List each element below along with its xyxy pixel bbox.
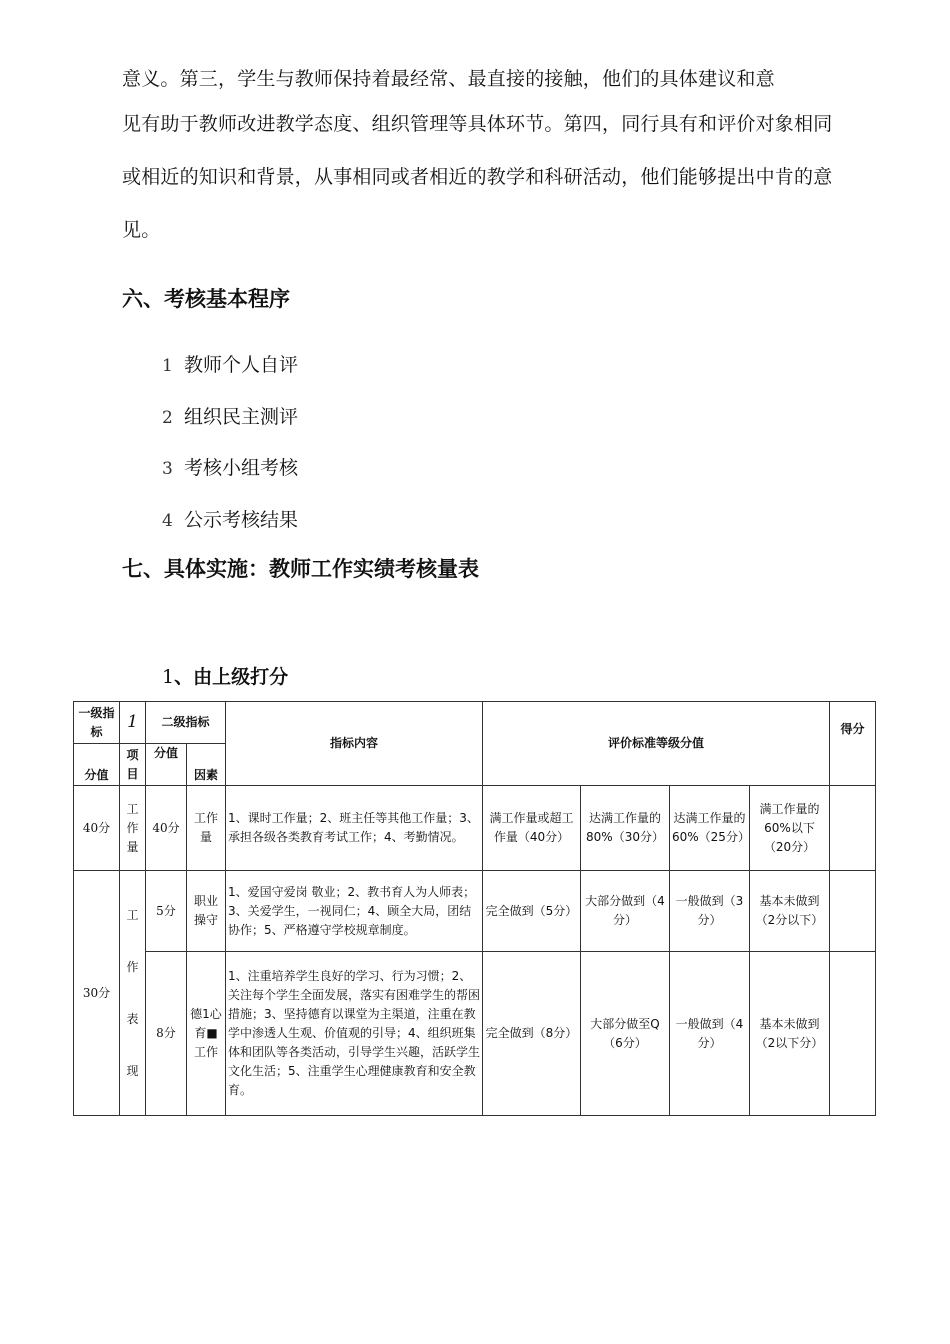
- row3-grade-d: 基本未做到（2以下分）: [750, 952, 830, 1116]
- header-factor: 因素: [187, 744, 226, 786]
- step-text: 公示考核结果: [184, 509, 299, 531]
- row3-grade-b: 大部分做至Q（6分）: [581, 952, 670, 1116]
- step-1: [162, 350, 298, 377]
- row3-grade-c: 一般做到（4分）: [670, 952, 750, 1116]
- step-number: 2: [162, 408, 173, 428]
- row2-grade-c: 一般做到（3分）: [670, 871, 750, 952]
- step-number: 1: [162, 356, 173, 376]
- header-standard: 评价标准等级分值: [483, 702, 830, 786]
- section-7-heading: 七、具体实施：教师工作实绩考核量表: [122, 557, 479, 581]
- subsection-text: 、由上级打分: [174, 666, 289, 688]
- row2-score: [830, 871, 876, 952]
- row1-content: 1、课时工作量；2、班主任等其他工作量；3、承担各级各类教育考试工作；4、考勤情况。: [226, 786, 483, 871]
- row1-grade-d: 满工作量的60%以下（20分）: [750, 786, 830, 871]
- header-content: 指标内容: [226, 702, 483, 786]
- row2-grade-d: 基本未做到（2分以下）: [750, 871, 830, 952]
- row3-score: [830, 952, 876, 1116]
- step-number: 3: [162, 459, 173, 479]
- row1-score: [830, 786, 876, 871]
- header-item: 项目: [120, 744, 146, 786]
- row3-factor: 德1心育■工作: [187, 952, 226, 1116]
- row1-grade-b: 达满工作量的80%（30分）: [581, 786, 670, 871]
- row2-factor: 职业操守: [187, 871, 226, 952]
- row2-grade-b: 大部分做到（4分）: [581, 871, 670, 952]
- row3-grade-a: 完全做到（8分）: [483, 952, 581, 1116]
- row1-item: 工作量: [120, 786, 146, 871]
- paragraph-line-1: 意义。第三，学生与教师保持着最经常、最直接的接触，他们的具体建议和意: [122, 68, 775, 90]
- row3-content: 1、注重培养学生良好的学习、行为习惯；2、关注每个学生全面发展，落实有困难学生的帮困措施；3、坚持德育以课堂为主渠道，注重在教学中渗透人生观、价值观的引导；4、组织班集体和团队等各类活动，引导学生兴趣，活跃学生文化生活；5、注重学生心理健康教育和安全教育。: [226, 952, 483, 1116]
- subsection-heading: [162, 662, 288, 689]
- header-score: 得分: [830, 702, 876, 786]
- row2-level1-score: 30分: [74, 871, 120, 1116]
- row1-factor: 工作量: [187, 786, 226, 871]
- step-4: [162, 505, 298, 532]
- row2-level2-score: 5分: [146, 871, 187, 952]
- paragraph-line-3: 或相近的知识和背景，从事相同或者相近的教学和科研活动，他们能够提出中肯的意: [122, 166, 833, 188]
- row1-level2-score: 40分: [146, 786, 187, 871]
- step-text: 教师个人自评: [184, 354, 299, 376]
- section-6-heading: 六、考核基本程序: [122, 287, 290, 311]
- step-text: 组织民主测评: [184, 406, 299, 428]
- paragraph-line-4: 见。: [122, 219, 161, 241]
- row2-item: 工作表现: [120, 871, 146, 1116]
- header-mark: 1: [120, 702, 146, 744]
- step-text: 考核小组考核: [184, 457, 299, 479]
- paragraph-line-2: 见有助于教师改进教学态度、组织管理等具体环节。第四，同行具有和评价对象相同: [122, 113, 833, 135]
- step-number: 4: [162, 511, 173, 531]
- row1-grade-c: 达满工作量的60%（25分）: [670, 786, 750, 871]
- row2-content: 1、爱国守爱岗 敬业；2、教书育人为人师表；3、关爱学生，一视同仁；4、顾全大局，团结协作；5、严格遵守学校规章制度。: [226, 871, 483, 952]
- step-3: [162, 453, 298, 480]
- header-level1-score: 分值: [74, 744, 120, 786]
- row2-grade-a: 完全做到（5分）: [483, 871, 581, 952]
- subsection-number: 1: [162, 666, 175, 688]
- row1-level1-score: 40分: [74, 786, 120, 871]
- row1-grade-a: 满工作量或超工作量（40分）: [483, 786, 581, 871]
- header-level2-score: 分值: [146, 744, 187, 786]
- row3-level2-score: 8分: [146, 952, 187, 1116]
- assessment-table: [73, 701, 876, 1116]
- step-2: [162, 402, 298, 429]
- header-level2: 二级指标: [146, 702, 226, 744]
- header-level1: 一级指标: [74, 702, 120, 744]
